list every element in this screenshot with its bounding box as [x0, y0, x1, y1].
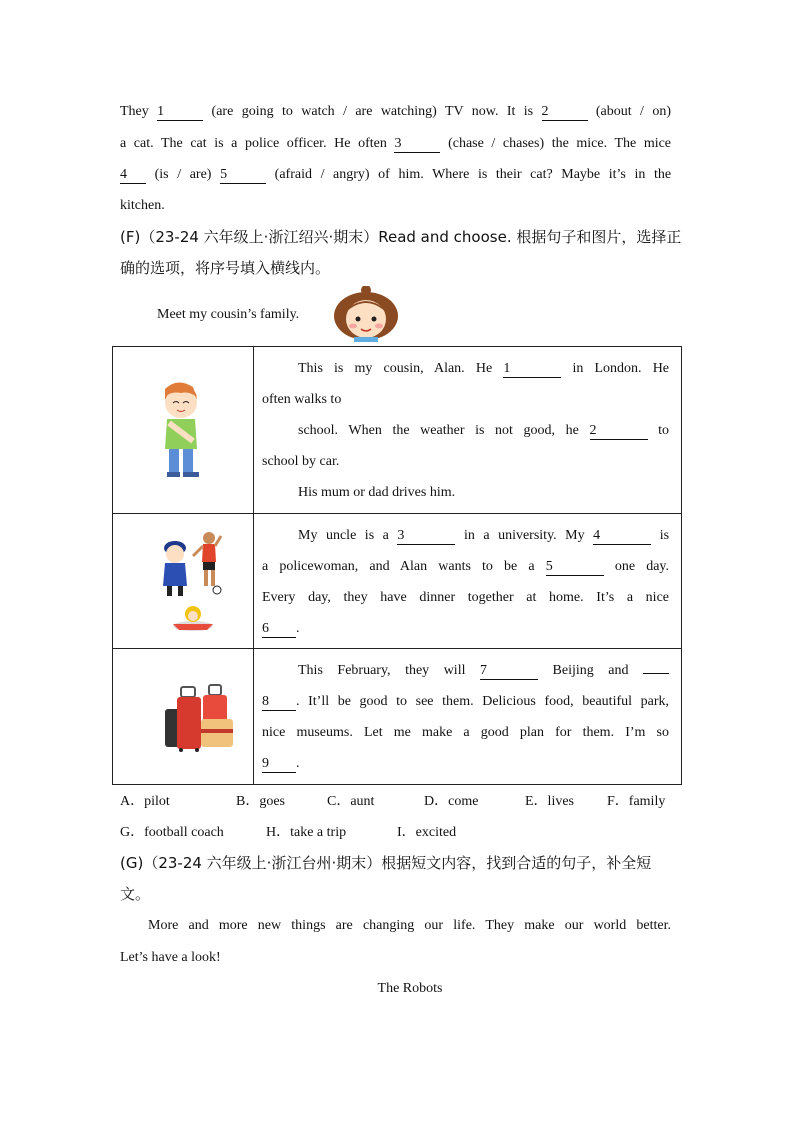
- section-g-heading: (G)（23-24 六年级上·浙江台州·期末）根据短文内容，找到合适的句子，补全短: [120, 854, 652, 872]
- option-f: F．family: [607, 794, 666, 809]
- luggage-illustration: [159, 683, 239, 753]
- text: (about / on): [595, 104, 671, 119]
- option-d: D．come: [424, 794, 479, 809]
- blank-f8[interactable]: 8: [262, 694, 296, 711]
- boy-illustration: [153, 379, 213, 479]
- text: (afraid / angry) of him. Where is their cat? Maybe it’s in the: [274, 167, 672, 182]
- text: Beijing and: [552, 663, 629, 678]
- text: They: [120, 104, 149, 119]
- blank-5[interactable]: 5: [220, 167, 266, 184]
- row1-line-2: often walks to: [262, 392, 342, 407]
- picture-cell: [113, 347, 254, 514]
- option-b: B．goes: [236, 794, 285, 809]
- blank-f1[interactable]: 1: [503, 361, 561, 378]
- section-g-paragraph: More and more new things are changing our life. They make our world better.: [148, 918, 671, 933]
- text: This February, they will: [298, 663, 466, 678]
- text: . It’ll be good to see them. Delicious food, beautiful park,: [296, 694, 669, 709]
- text-cell: [254, 514, 682, 649]
- text: a cat. The cat is a police officer. He often: [120, 136, 387, 151]
- blank-3[interactable]: 3: [394, 136, 440, 153]
- text: a policewoman, and Alan wants to be a: [262, 559, 535, 574]
- section-f-intro: Meet my cousin’s family.: [157, 307, 300, 322]
- blank-1[interactable]: 1: [157, 104, 203, 121]
- text: (is / are): [154, 167, 212, 182]
- text-cell: [254, 347, 682, 514]
- row3-line-3: nice museums. Let me make a good plan for them. I’m so: [262, 725, 669, 740]
- text: My uncle is a: [298, 528, 389, 543]
- girl-illustration: [330, 286, 402, 342]
- blank-f5[interactable]: 5: [546, 559, 604, 576]
- text: This is my cousin, Alan. He: [298, 361, 493, 376]
- section-f-heading: (F)（23-24 六年级上·浙江绍兴·期末）Read and choose. 根据句子和图片，选择正: [120, 228, 682, 246]
- picture-cell: [113, 514, 254, 649]
- option-c: C．aunt: [327, 794, 375, 809]
- text: school. When the weather is not good, he: [298, 423, 579, 438]
- reading-table: [112, 346, 682, 785]
- option-g: G．football coach: [120, 825, 224, 840]
- row2-line-2: [262, 557, 669, 577]
- section-f-heading-2: 确的选项，将序号填入横线内。: [120, 259, 331, 277]
- row1-line-1: [262, 359, 669, 379]
- row2-line-1: [262, 526, 669, 546]
- blank-f8-start[interactable]: [643, 673, 669, 674]
- passage-line-3: [120, 165, 671, 185]
- blank-f6[interactable]: 6: [262, 621, 296, 638]
- blank-f2[interactable]: 2: [590, 423, 648, 440]
- text: .: [296, 756, 300, 771]
- family-jobs-illustration: [159, 528, 229, 640]
- section-g-heading-2: 文。: [120, 885, 151, 903]
- blank-f9[interactable]: 9: [262, 756, 296, 773]
- row1-line-4: school by car.: [262, 454, 340, 469]
- text: (are going to watch / are watching) TV now. It is: [211, 104, 534, 119]
- row2-line-4: [262, 619, 669, 639]
- row3-line-4: [262, 754, 669, 774]
- option-a: A．pilot: [120, 794, 170, 809]
- blank-f4[interactable]: 4: [593, 528, 651, 545]
- text-cell: [254, 649, 682, 785]
- passage-line-1: [120, 102, 671, 122]
- blank-2[interactable]: 2: [542, 104, 588, 121]
- blank-f3[interactable]: 3: [397, 528, 455, 545]
- passage-line-2: [120, 134, 671, 154]
- blank-f7[interactable]: 7: [480, 663, 538, 680]
- text: in London. He: [572, 361, 670, 376]
- row1-line-3: [262, 421, 669, 441]
- option-i: I．excited: [397, 825, 457, 840]
- text: one day.: [614, 559, 669, 574]
- section-g-title: The Robots: [377, 981, 443, 996]
- option-e: E．lives: [525, 794, 574, 809]
- text: in a university. My: [463, 528, 585, 543]
- blank-4[interactable]: 4: [120, 167, 146, 184]
- row1-line-5: His mum or dad drives him.: [298, 485, 456, 500]
- picture-cell: [113, 649, 254, 785]
- passage-line-4: kitchen.: [120, 198, 165, 213]
- row3-line-2: [262, 692, 669, 712]
- text: (chase / chases) the mice. The mice: [448, 136, 672, 151]
- row3-line-1: [262, 661, 669, 681]
- option-h: H．take a trip: [266, 825, 347, 840]
- section-g-paragraph-2: Let’s have a look!: [120, 950, 221, 965]
- text: is: [659, 528, 670, 543]
- row2-line-3: Every day, they have dinner together at home. It’s a nice: [262, 590, 669, 605]
- text: .: [296, 621, 300, 636]
- text: to: [658, 423, 670, 438]
